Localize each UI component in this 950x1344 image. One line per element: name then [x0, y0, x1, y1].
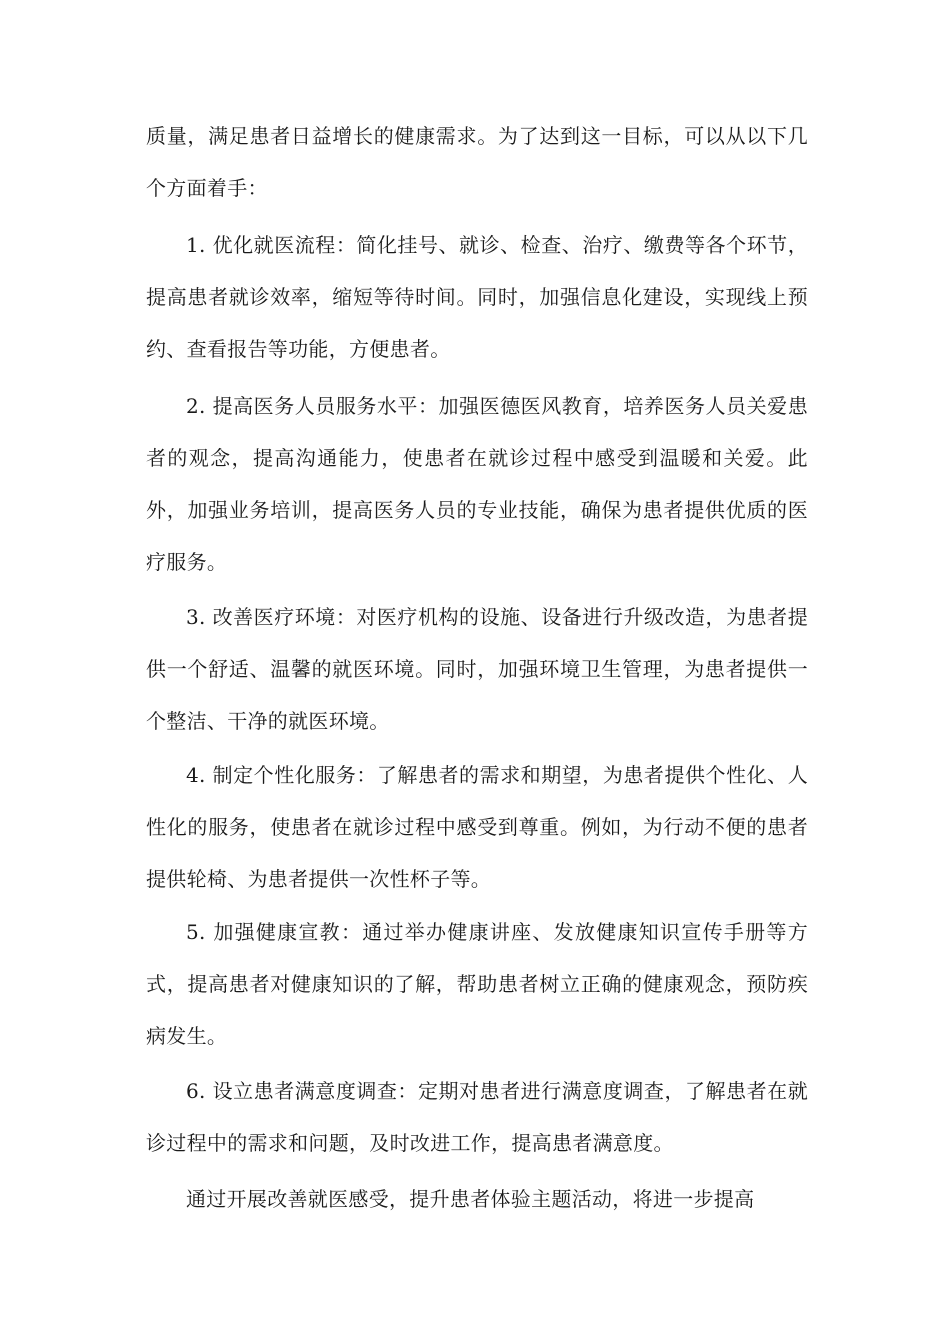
- paragraph-closing: 通过开展改善就医感受，提升患者体验主题活动，将进一步提高: [186, 1187, 755, 1211]
- paragraph-item-4: 4. 制定个性化服务：了解患者的需求和期望，为患者提供个性化、人性化的服务，使患者在就诊过程中感受到尊重。例如，为行动不便的患者提供轮椅、为患者提供一次性杯子等。: [146, 763, 808, 891]
- paragraph-item-6: 6. 设立患者满意度调查：定期对患者进行满意度调查，了解患者在就诊过程中的需求和问题，及时改进工作，提高患者满意度。: [146, 1079, 808, 1155]
- paragraph-item-1: 1. 优化就医流程：简化挂号、就诊、检查、治疗、缴费等各个环节，提高患者就诊效率，缩短等待时间。同时，加强信息化建设，实现线上预约、查看报告等功能，方便患者。: [146, 233, 808, 361]
- paragraph-item-5: 5. 加强健康宣教：通过举办健康讲座、发放健康知识宣传手册等方式，提高患者对健康知识的了解，帮助患者树立正确的健康观念，预防疾病发生。: [146, 920, 808, 1048]
- paragraph-intro: 质量，满足患者日益增长的健康需求。为了达到这一目标，可以从以下几个方面着手：: [146, 124, 808, 200]
- paragraph-item-3: 3. 改善医疗环境：对医疗机构的设施、设备进行升级改造，为患者提供一个舒适、温馨的就医环境。同时，加强环境卫生管理，为患者提供一个整洁、干净的就医环境。: [146, 605, 808, 733]
- paragraph-item-2: 2. 提高医务人员服务水平：加强医德医风教育，培养医务人员关爱患者的观念，提高沟通能力，使患者在就诊过程中感受到温暖和关爱。此外，加强业务培训，提高医务人员的专业技能，确保为患者提供优质的医疗服务。: [146, 394, 808, 574]
